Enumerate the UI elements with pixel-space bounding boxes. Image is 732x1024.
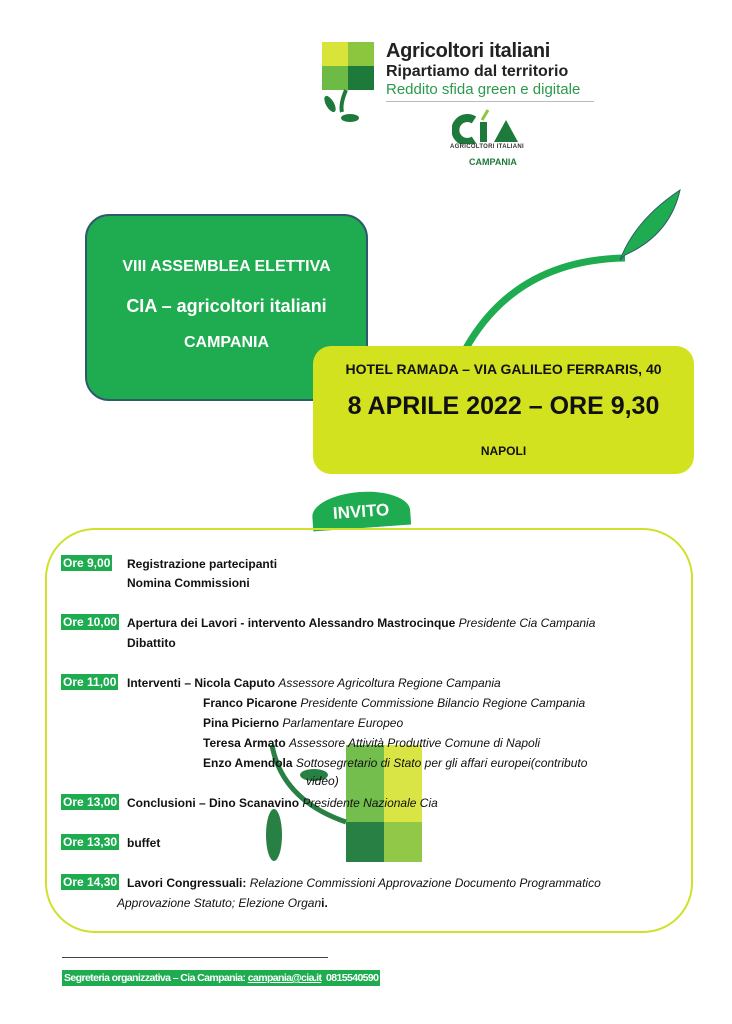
speaker-role: Sottosegretario di Stato per gli affari europei(contributo <box>295 756 588 770</box>
cia-org-text: AGRICOLTORI ITALIANI <box>450 144 524 150</box>
assembly-line3: CAMPANIA <box>183 334 270 351</box>
program-item-text: Registrazione partecipanti <box>127 557 278 571</box>
footer-contact <box>62 970 380 986</box>
assembly-line1: VIII ASSEMBLEA ELETTIVA <box>122 258 331 275</box>
assembly-line2: CIA – agricoltori italiani <box>126 296 327 316</box>
program-item-text: i. <box>321 896 328 910</box>
footer-divider <box>62 957 328 958</box>
time-badge: Ore 13,00 <box>63 795 118 809</box>
time-badge: Ore 13,30 <box>63 835 118 849</box>
venue-date-box <box>313 346 694 474</box>
speaker-role: Presidente Commissione Bilancio Regione Campania <box>300 696 586 710</box>
footer-phone: 0815540590 <box>326 972 379 984</box>
speaker-role: video) <box>306 774 339 788</box>
program-item-text: Dibattito <box>127 636 176 650</box>
puzzle-plant-logo-icon <box>320 42 380 124</box>
logo-tagline: Reddito sfida green e digitale <box>386 81 581 98</box>
program-item-text: Apertura dei Lavori - intervento Alessandro Mastrocinque <box>127 616 456 630</box>
cia-region-text: CAMPANIA <box>469 157 517 167</box>
speaker-role: Presidente Cia Campania <box>458 616 596 630</box>
logo-title: Agricoltori italiani <box>386 40 551 62</box>
speaker-name: Pina Picierno <box>203 716 280 730</box>
program-item-text: Approvazione Statuto; Elezione Organ <box>117 896 322 910</box>
speaker-name: Enzo Amendola <box>203 756 293 770</box>
speaker-role: Parlamentare Europeo <box>282 716 404 730</box>
time-badge: Ore 10,00 <box>63 615 118 629</box>
speaker-name: Franco Picarone <box>203 696 298 710</box>
program-item-text: Conclusioni – Dino Scanavino <box>127 796 300 810</box>
cia-logo-icon <box>452 108 532 144</box>
time-badge: Ore 11,00 <box>63 675 117 689</box>
logo-subtitle: Ripartiamo dal territorio <box>386 63 569 80</box>
speaker-role: Assessore Attività Produttive Comune di Napoli <box>289 736 541 750</box>
venue: HOTEL RAMADA – VIA GALILEO FERRARIS, 40 <box>345 361 662 377</box>
program-item-text: buffet <box>127 836 161 850</box>
time-badge: Ore 14,30 <box>63 875 118 889</box>
program-item-text: Nomina Commissioni <box>127 576 250 590</box>
divider <box>386 101 594 102</box>
speaker-role: Assessore Agricoltura Regione Campania <box>278 676 501 690</box>
speaker-role: Relazione Commissioni Approvazione Documento Programmatico <box>249 876 601 890</box>
footer-label: Segreteria organizzativa – Cia Campania: <box>64 972 246 984</box>
event-city: NAPOLI <box>480 444 527 458</box>
speaker-name: Teresa Armato <box>203 736 286 750</box>
program-item-text: Interventi – Nicola Caputo <box>127 676 276 690</box>
time-badge: Ore 9,00 <box>63 556 111 570</box>
leaf-stem-icon <box>455 180 685 355</box>
speaker-role: Presidente Nazionale Cia <box>302 796 438 810</box>
invito-label: INVITO <box>311 489 411 532</box>
program-item-text: Lavori Congressuali: <box>127 876 247 890</box>
footer-email-link[interactable]: campania@cia.it <box>247 972 322 984</box>
event-date: 8 APRILE 2022 – ORE 9,30 <box>347 392 660 420</box>
